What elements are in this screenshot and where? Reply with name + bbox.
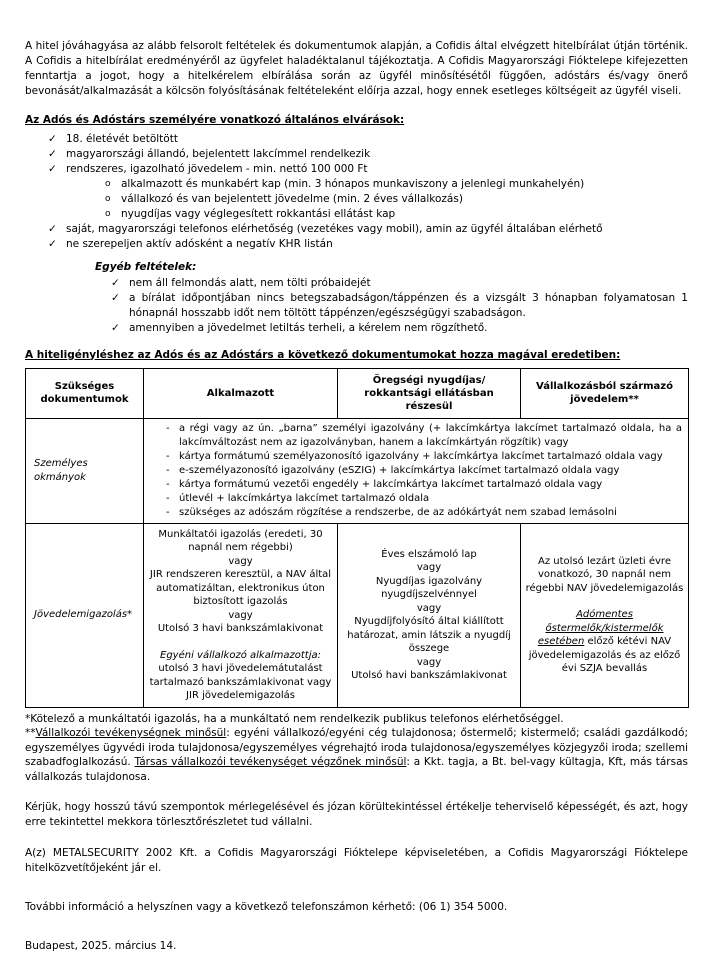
requirement-item: ✓ rendszeres, igazolható jövedelem - min. nettó 100 000 Ft: [48, 162, 368, 175]
documents-heading: A hiteligényléshez az Adós és az Adóstárs a következő dokumentumokat hozza magával eredetiben:: [25, 348, 621, 361]
documents-table: [25, 368, 689, 708]
general-requirements-list: [25, 132, 688, 252]
paragraph-agent: A(z) METALSECURITY 2002 Kft. a Cofidis Magyarországi Fióktelepe képviseletében, a Cofidis Magyarországi Fióktelepe hitelközvetítőjeként jár el.: [25, 847, 688, 874]
general-requirements-heading: Az Adós és Adóstárs személyére vonatkozó általános elvárások:: [25, 113, 405, 126]
table-header-row: [26, 368, 689, 418]
table-row-income-proof: [26, 523, 689, 707]
list-item: - e-személyazonosító igazolvány (eSZIG) + lakcímkártya lakcímet tartalmazó oldala vagy: [166, 464, 620, 476]
cell-personal-documents-label: Személyes okmányok: [26, 418, 144, 523]
check-icon: ✓: [111, 291, 120, 304]
other-conditions-block: [95, 260, 688, 336]
check-icon: ✓: [111, 276, 120, 289]
header-employed: Alkalmazott: [144, 368, 338, 418]
list-item: - útlevél + lakcímkártya lakcímet tartalmazó oldala: [166, 492, 430, 504]
dash-bullet-icon: -: [166, 478, 170, 490]
list-item: - a régi vagy az ún. „barna” személyi igazolvány (+ lakcímkártya lakcímet tartalmazó oldala, ha a lakcímváltozást nem az igazolványban, hanem a lakcímkártyán rögzítik) vagy: [166, 422, 682, 448]
header-pensioner: Öregségi nyugdíjas/ rokkantsági ellátásban részesül: [338, 368, 521, 418]
header-required-documents: Szükséges dokumentumok: [26, 368, 144, 418]
other-conditions-heading: Egyéb feltételek:: [95, 260, 197, 273]
requirement-item: ✓ ne szerepeljen aktív adósként a negatív KHR listán: [48, 237, 333, 250]
check-icon: ✓: [111, 321, 120, 334]
sub-requirement-item: o nyugdíjas vagy véglegesített rokkantási ellátást kap: [105, 207, 396, 220]
circle-bullet-icon: o: [105, 178, 111, 189]
circle-bullet-icon: o: [105, 208, 111, 219]
dash-bullet-icon: -: [166, 422, 170, 434]
cell-income-pension: Éves elszámoló lap vagy Nyugdíjas igazolvány nyugdíjszelvénnyel vagy Nyugdíjfolyósító által kiállított határozat, amin látszik a nyugdíj összege vagy Utolsó havi bankszámlakivonat: [338, 523, 521, 707]
other-condition-item: ✓ amennyiben a jövedelmet letiltás terheli, a kérelem nem rögzíthető.: [111, 321, 488, 334]
paragraph-date: Budapest, 2025. március 14.: [25, 940, 177, 952]
paragraph-advice: Kérjük, hogy hosszú távú szempontok mérlegelésével és józan körültekintéssel értékelje teherviselő képességét, és azt, hogy erre tekintettel mekkora törlesztőrészletet tud vállalni.: [25, 801, 688, 828]
check-icon: ✓: [48, 237, 57, 250]
dash-bullet-icon: -: [166, 450, 170, 462]
cell-income-business: Az utolsó lezárt üzleti évre vonatkozó, 30 napnál nem régebbi NAV jövedelemigazolás Adómentes őstermelők/kistermelők esetében előző kétévi NAV jövedelemigazolás és az előző évi SZJA bevallás: [521, 523, 689, 707]
check-icon: ✓: [48, 132, 57, 145]
requirement-item: ✓ magyarországi állandó, bejelentett lakcímmel rendelkezik: [48, 147, 371, 160]
circle-bullet-icon: o: [105, 193, 111, 204]
table-row-personal-documents: [26, 418, 689, 523]
sub-requirement-item: o alkalmazott és munkabért kap (min. 3 hónapos munkaviszony a jelenlegi munkahelyén): [105, 177, 585, 190]
footnote-2: **Vállalkozói tevékenységnek minősül: egyéni vállalkozó/egyéni cég tulajdonosa; őstermelő; kistermelő; családi gazdálkodó; egyszemélyes ügyvédi iroda tulajdonosa/egyszemélyes végrehajtó iroda tulajdonosa/egyszemélyes közjegyzői iroda; szellemi szabadfoglalkozású. Társas vállalkozói tevékenységet végzőnek minősül: a Kkt. tagja, a Bt. bel-vagy kültagja, Kft, más társas vállalkozás tulajdonosa.: [25, 727, 688, 783]
check-icon: ✓: [48, 162, 57, 175]
cell-income-employed: Munkáltatói igazolás (eredeti, 30 napnál nem régebbi) vagy JIR rendszeren keresztül, a NAV által automatizáltan, elektronikus úton biztosított igazolás vagy Utolsó 3 havi bankszámlakivonat Egyéni vállalkozó alkalmazottja: utolsó 3 havi jövedelemátutalást tartalmazó bankszámlakivonat vagy JIR jövedelemigazolás: [144, 523, 338, 707]
check-icon: ✓: [48, 147, 57, 160]
list-item: - kártya formátumú vezetői engedély + lakcímkártya lakcímet tartalmazó oldala vagy: [166, 478, 603, 490]
dash-bullet-icon: -: [166, 464, 170, 476]
sub-requirement-item: o vállalkozó és van bejelentett jövedelme (min. 2 éves vállalkozás): [105, 192, 463, 205]
requirement-item: ✓ 18. életévét betöltött: [48, 132, 178, 145]
requirement-item: ✓ saját, magyarországi telefonos elérhetőség (vezetékes vagy mobil), amin az ügyfél általában elérhető: [48, 222, 603, 235]
cell-personal-documents-list: [144, 418, 689, 523]
footnote-1: *Kötelező a munkáltatói igazolás, ha a munkáltató nem rendelkezik publikus telefonos elérhetőséggel.: [25, 712, 564, 725]
cell-income-proof-label: Jövedelemigazolás*: [26, 523, 144, 707]
dash-bullet-icon: -: [166, 506, 170, 518]
dash-bullet-icon: -: [166, 492, 170, 504]
other-condition-item: ✓ nem áll felmondás alatt, nem tölti próbaidejét: [111, 276, 371, 289]
paragraph-contact: További információ a helyszínen vagy a következő telefonszámon kérhető: (06 1) 354 5000.: [25, 901, 508, 913]
intro-paragraph: A hitel jóváhagyása az alább felsorolt feltételek és dokumentumok alapján, a Cofidis által elvégzett hitelbírálat útján történik. A Cofidis a hitelbírálat eredményéről az ügyfelet haladéktalanul tájékoztatja. A Cofidis Magyarországi Fióktelepe kifejezetten fenntartja a jogot, hogy a hitelkérelem elbírálása során az ügyfél minősítésétől függően, adóstárs és/vagy önerő bevonását/alkalmazását a kölcsön folyósításának feltételeként előírja azzal, hogy ennek esetleges költségeit az ügyfél viseli.: [25, 39, 688, 97]
list-item: - kártya formátumú személyazonosító igazolvány + lakcímkártya lakcímet tartalmazó oldala vagy: [166, 450, 663, 462]
header-business-income: Vállalkozásból származó jövedelem**: [521, 368, 689, 418]
check-icon: ✓: [48, 222, 57, 235]
other-condition-item: ✓ a bírálat időpontjában nincs betegszabadságon/táppénzen és a vizsgált 3 hónapban folyamatosan 1 hónapnál hosszabb időt nem töltött táppénzen/egészségügyi szabadságon.: [111, 291, 688, 319]
list-item: - szükséges az adószám rögzítése a rendszerbe, de az adókártyát nem szabad lemásolni: [166, 506, 617, 518]
